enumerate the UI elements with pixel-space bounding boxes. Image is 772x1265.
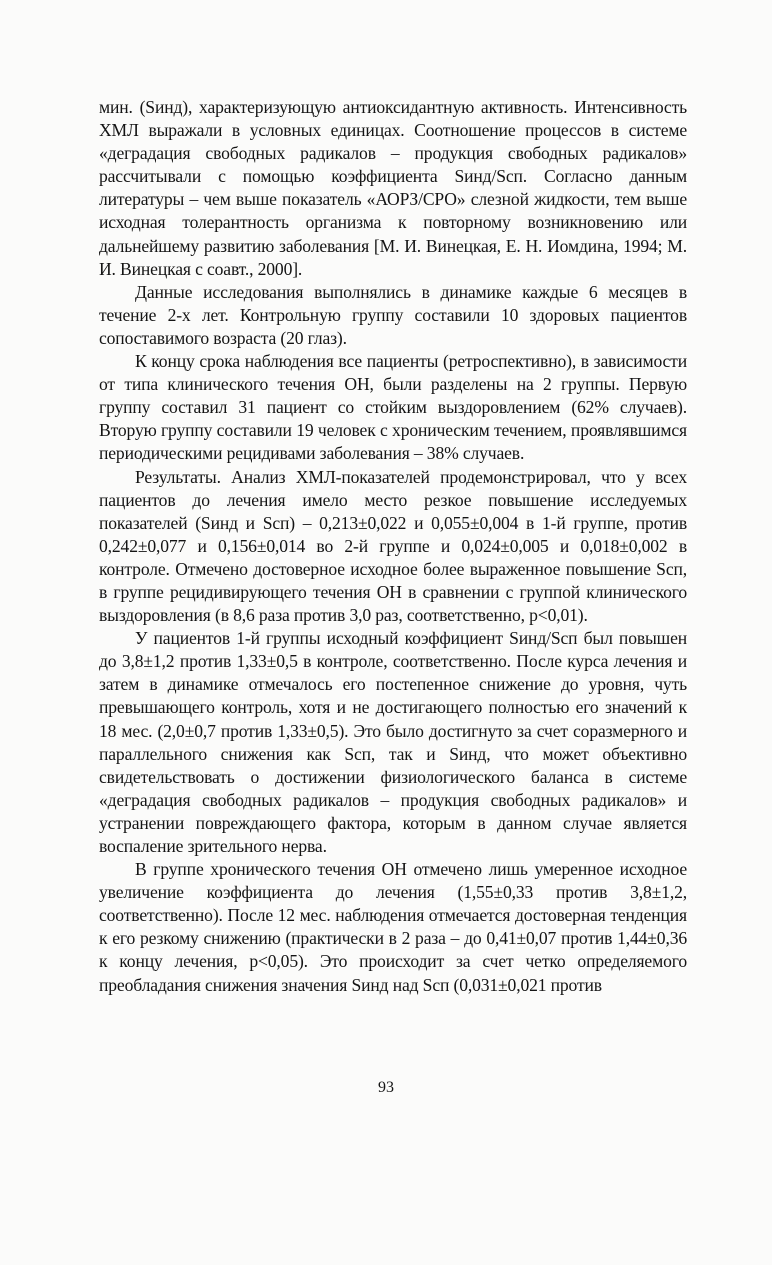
page-number: 93 xyxy=(378,1079,394,1096)
paragraph-5: У пациентов 1-й группы исходный коэффициент Sинд/Sсп был повышен до 3,8±1,2 против 1,33±0,5 в контроле, соответственно. После курса лечения и затем в динамике отмечалось его постепенное снижение до уровня, чуть превышающего контроль, хотя и не достигающего полностью его значений к 18 мес. (2,0±0,7 против 1,33±0,5). Это было достигнуто за счет соразмерного и параллельного снижения как Sсп, так и Sинд, что может объективно свидетельствовать о достижении физиологического баланса в системе «деградация свободных радикалов – продукция свободных радикалов» и устранении повреждающего фактора, которым в данном случае является воспаление зрительного нерва. xyxy=(99,628,687,856)
paragraph-3: К концу срока наблюдения все пациенты (ретроспективно), в зависимости от типа клинического течения ОН, были разделены на 2 группы. Первую группу составил 31 пациент со стойким выздоровлением (62% случаев). Вторую группу составили 19 человек с хроническим течением, проявлявшимся периодическими рецидивами заболевания – 38% случаев. xyxy=(99,351,687,464)
body-text xyxy=(99,96,687,997)
paragraph-1: мин. (Sинд), характеризующую антиоксидантную активность. Интенсивность ХМЛ выражали в условных единицах. Соотношение процессов в системе «деградация свободных радикалов – продукция свободных радикалов» рассчитывали с помощью коэффициента Sинд/Sсп. Согласно данным литературы – чем выше показатель «АОРЗ/СРО» слезной жидкости, тем выше исходная толерантность организма к повторному возникновению или дальнейшему развитию заболевания [М. И. Винецкая, Е. Н. Иомдина, 1994; М. И. Винецкая с соавт., 2000]. xyxy=(99,97,687,279)
paragraph-4: Результаты. Анализ ХМЛ-показателей продемонстрировал, что у всех пациентов до лечения имело место резкое повышение исследуемых показателей (Sинд и Sсп) – 0,213±0,022 и 0,055±0,004 в 1-й группе, против 0,242±0,077 и 0,156±0,014 во 2-й группе и 0,024±0,005 и 0,018±0,002 в контроле. Отмечено достоверное исходное более выраженное повышение Sсп, в группе рецидивирующего течения ОН в сравнении с группой клинического выздоровления (в 8,6 раза против 3,0 раз, соответственно, p<0,01). xyxy=(99,466,687,626)
paragraph-6: В группе хронического течения ОН отмечено лишь умеренное исходное увеличение коэффициента до лечения (1,55±0,33 против 3,8±1,2, соответственно). После 12 мес. наблюдения отмечается достоверная тенденция к его резкому снижению (практически в 2 раза – до 0,41±0,07 против 1,44±0,36 к концу лечения, p<0,05). Это происходит за счет четко определяемого преобладания снижения значения Sинд над Sсп (0,031±0,021 против xyxy=(99,859,687,995)
paragraph-2: Данные исследования выполнялись в динамике каждые 6 месяцев в течение 2-х лет. Контрольную группу составили 10 здоровых пациентов сопоставимого возраста (20 глаз). xyxy=(99,281,687,348)
